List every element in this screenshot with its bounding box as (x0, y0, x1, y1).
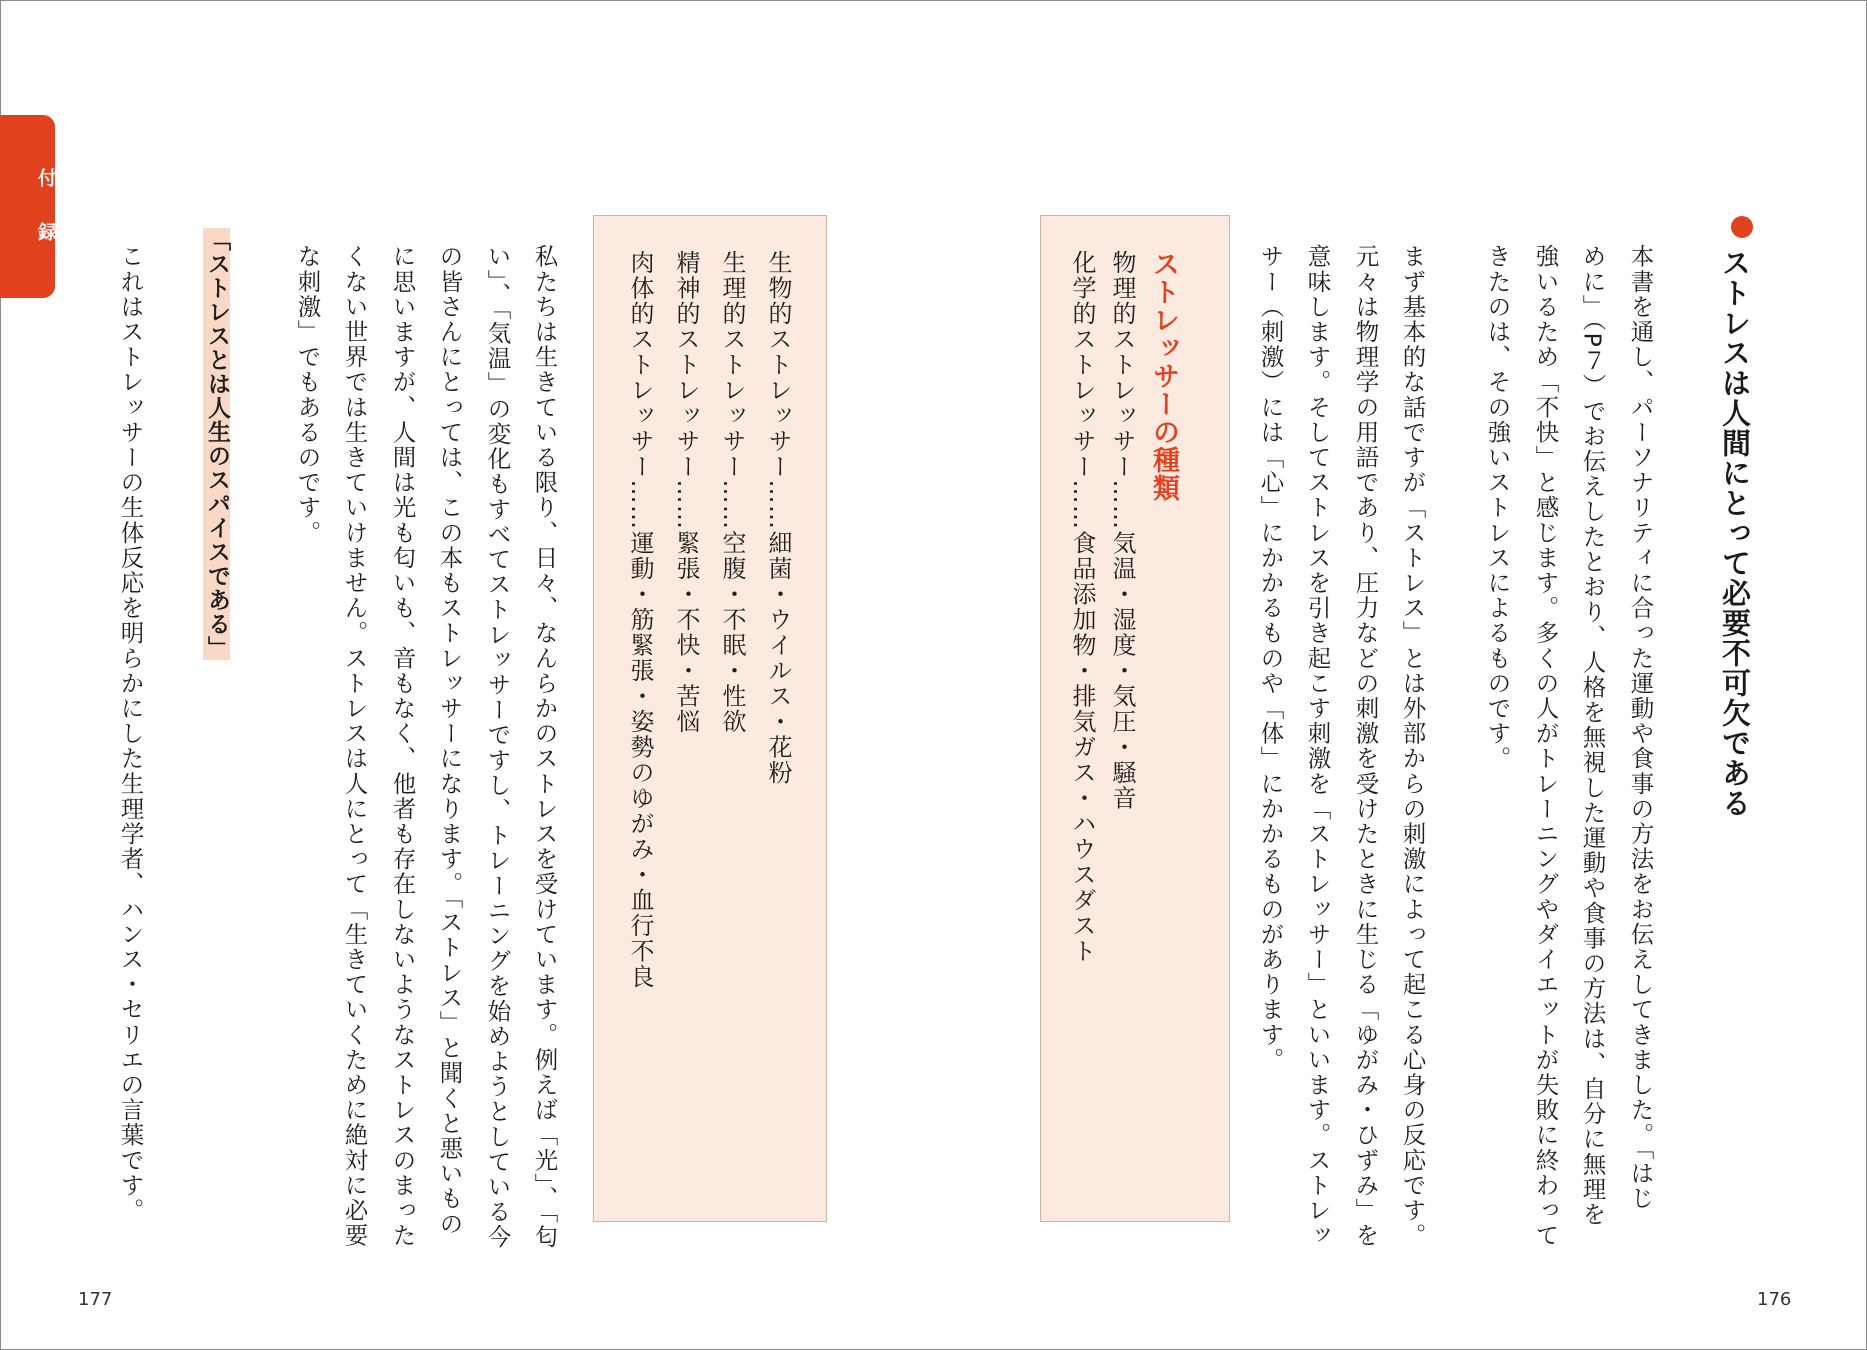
box-line: 生物的ストレッサー……細菌・ウイルス・花粉 (764, 250, 792, 786)
body-text-line: 元々は物理学の用語であり、圧力などの刺激を受けたときに生じる「ゆがみ・ひずみ」を (1351, 244, 1380, 1248)
body-text-line: これはストレッサーの生体反応を明らかにした生理学者、ハンス・セリエの言葉です。 (116, 244, 145, 1223)
box-line: 生理的ストレッサー……空腹・不眠・性欲 (718, 250, 746, 735)
body-text-line: い」、「気温」の変化もすべてストレッサーですし、トレーニングを始めようとしている今 (483, 244, 512, 1250)
body-text-line: きたのは、その強いストレスによるものです。 (1483, 244, 1512, 772)
body-text-line: な刺激」でもあるのです。 (293, 244, 322, 546)
box-line: 精神的ストレッサー……緊張・不快・苦悩 (672, 250, 700, 735)
page-number-left: 177 (78, 1289, 113, 1310)
section-heading: ストレスは人間にとって必要不可欠である (1718, 248, 1752, 818)
appendix-tab-char: 付 (35, 168, 57, 187)
page-number-right: 176 (1757, 1289, 1792, 1310)
appendix-tab (0, 115, 55, 298)
heading-bullet-icon (1731, 216, 1753, 238)
box-line: 物理的ストレッサー……気温・湿度・気圧・騒音 (1108, 250, 1136, 811)
body-text-line: くない世界では生きていけません。ストレスは人にとって「生きていくために絶対に必要 (340, 244, 369, 1248)
box-line: 肉体的ストレッサー……運動・筋緊張・姿勢のゆがみ・血行不良 (626, 250, 654, 990)
body-text-line: めに」（P７）でお伝えしたとおり、人格を無視した運動や食事の方法は、自分に無理を (1578, 244, 1607, 1227)
box-line: 化学的ストレッサー……食品添加物・排気ガス・ハウスダスト (1068, 250, 1096, 964)
body-text-line: の皆さんにとっては、この本もストレッサーになります。「ストレス」と聞くと悪いもの (435, 244, 464, 1237)
box-title: ストレッサーの種類 (1148, 250, 1179, 502)
body-text-line: まず基本的な話ですが「ストレス」とは外部からの刺激によって起こる心身の反応です。 (1398, 244, 1427, 1248)
body-text-line: 意味します。そしてストレスを引き起こす刺激を「ストレッサー」といいます。ストレッ (1303, 244, 1332, 1248)
appendix-tab-char: 録 (35, 222, 57, 241)
body-text-line: 本書を通し、パーソナリティに合った運動や食事の方法をお伝えしてきました。「はじ (1626, 244, 1655, 1212)
body-text-line: 私たちは生きている限り、日々、なんらかのストレスを受けています。例えば「光」、「匂 (530, 244, 559, 1250)
body-text-line: に思いますが、人間は光も匂いも、音もなく、他者も存在しないようなストレスのまった (388, 244, 417, 1248)
quote-subheading: 「ストレスとは人生のスパイスである」 (204, 228, 230, 660)
body-text-line: サー（刺激）には「心」にかかるものや「体」にかかるものがあります。 (1256, 244, 1285, 1073)
body-text-line: 強いるため「不快」と感じます。多くの人がトレーニングやダイエットが失敗に終わって (1531, 244, 1560, 1248)
